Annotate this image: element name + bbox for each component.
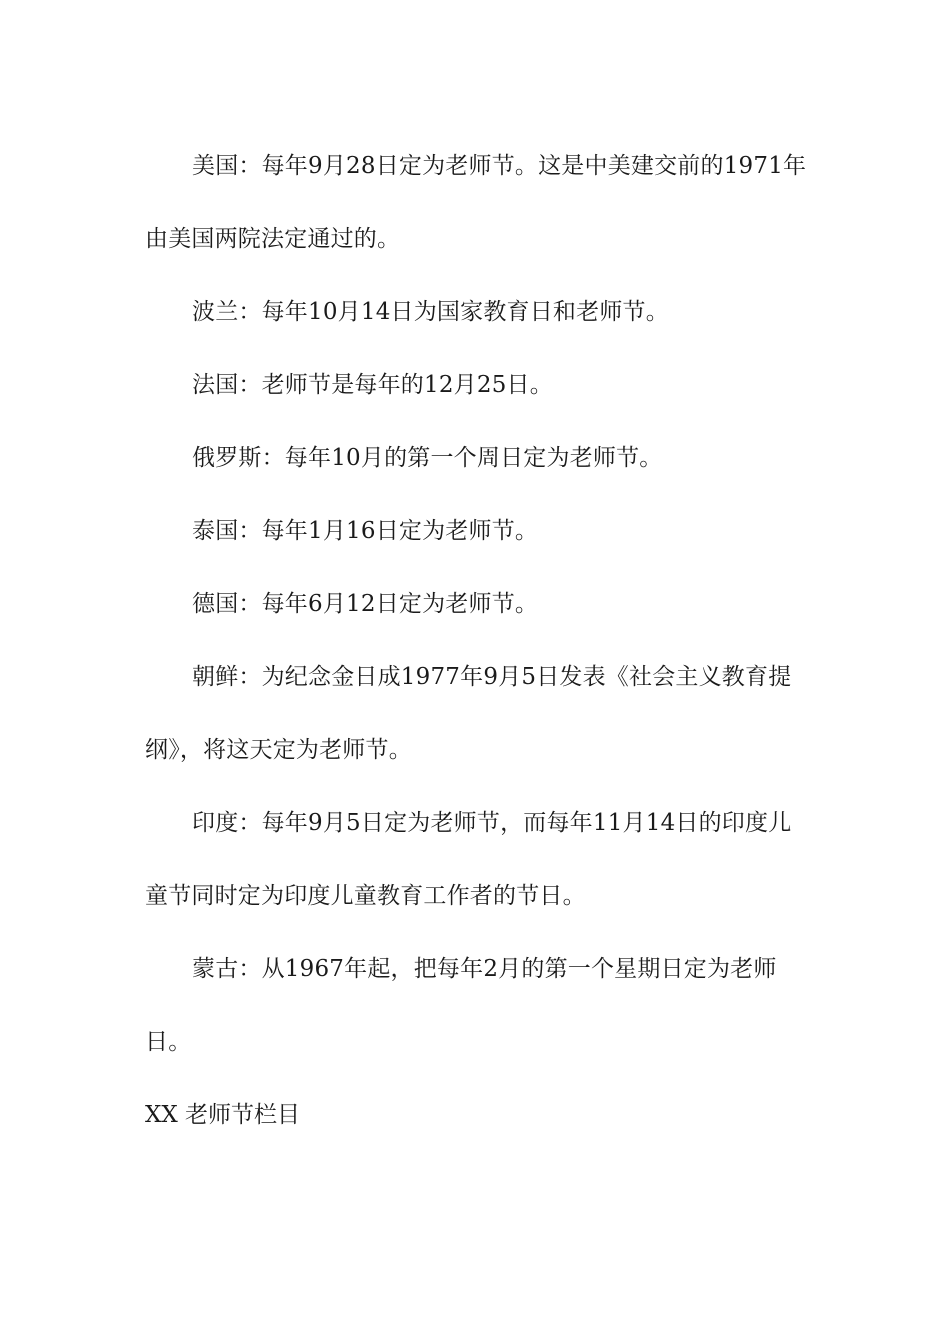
paragraph-france: 法国：老师节是每年的12月25日。 — [192, 372, 553, 398]
paragraph-russia: 俄罗斯：每年10月的第一个周日定为老师节。 — [192, 445, 663, 471]
paragraph-usa: 美国：每年9月28日定为老师节。这是中美建交前的1971年由美国两院法定通过的。 — [145, 153, 807, 252]
paragraph-thailand: 泰国：每年1月16日定为老师节。 — [192, 518, 539, 544]
paragraph-india: 印度：每年9月5日定为老师节，而每年11月14日的印度儿童节同时定为印度儿童教育工作者的节日。 — [145, 810, 792, 909]
document-body — [145, 130, 810, 1152]
paragraph-poland: 波兰：每年10月14日为国家教育日和老师节。 — [192, 299, 669, 325]
paragraph-north-korea: 朝鲜：为纪念金日成1977年9月5日发表《社会主义教育提纲》，将这天定为老师节。 — [145, 664, 792, 763]
paragraph-mongolia: 蒙古：从1967年起，把每年2月的第一个星期日定为老师日。 — [145, 956, 777, 1055]
paragraph-germany: 德国：每年6月12日定为老师节。 — [192, 591, 539, 617]
section-heading: XX 老师节栏目 — [145, 1102, 301, 1128]
